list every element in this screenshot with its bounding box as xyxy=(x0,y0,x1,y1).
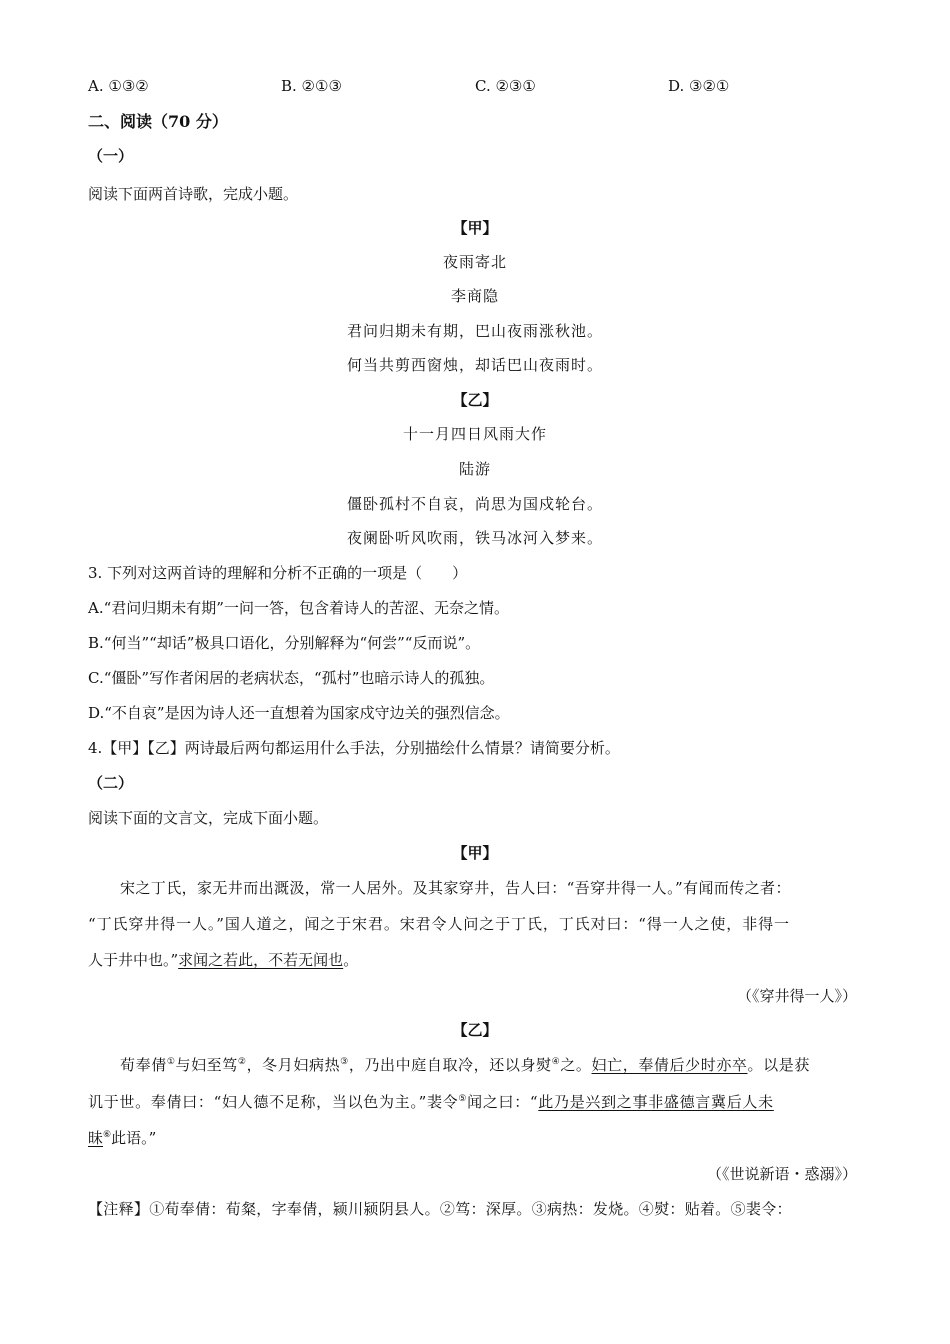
textB-mark: 【乙】 xyxy=(452,1021,498,1039)
footnotes: 【注释】①荀奉倩：荀粲，字奉倩，颍川颍阴县人。②笃：深厚。③病热：发烧。④熨：贴着。⑤裴令： xyxy=(88,1200,792,1218)
textA-line3-end: 。 xyxy=(343,951,359,969)
poem2-line1: 僵卧孤村不自哀，尚思为国戍轮台。 xyxy=(346,495,603,513)
footnote-ref-5: ⑤ xyxy=(458,1094,468,1104)
section-heading: 二、阅读（70 分） xyxy=(88,112,228,131)
textA-line3-plain: 人于井中也。” xyxy=(88,951,179,969)
poem1-author: 李商隐 xyxy=(450,287,499,305)
textB-l1-f: 。以是获 xyxy=(747,1056,810,1074)
poem2-mark: 【乙】 xyxy=(452,391,498,409)
textB-l1-e: 之。 xyxy=(560,1056,592,1074)
textB-source: （《世说新语・惑溺》） xyxy=(706,1165,857,1183)
choice-d[interactable]: D. ③②① xyxy=(668,77,730,95)
textB-l1-a: 荀奉倩 xyxy=(120,1056,167,1074)
q3-option-a[interactable]: A.“君问归期未有期”一问一答，包含着诗人的苦涩、无奈之情。 xyxy=(88,599,509,617)
part2-label: （二） xyxy=(88,774,134,792)
q3-stem: 3. 下列对这两首诗的理解和分析不正确的一项是（ ） xyxy=(88,564,468,582)
q3-option-d[interactable]: D.“不自哀”是因为诗人还一直想着为国家戍守边关的强烈信念。 xyxy=(88,704,510,722)
choice-a[interactable]: A. ①③② xyxy=(88,77,149,95)
choice-b[interactable]: B. ②①③ xyxy=(281,77,342,95)
poem1-title: 夜雨寄北 xyxy=(442,253,507,271)
textB-l1-c: ，冬月妇病热 xyxy=(246,1056,341,1074)
footnote-ref-4: ④ xyxy=(551,1057,561,1067)
textB-underlined-2: 此乃是兴到之事非盛德言冀后人未 xyxy=(538,1093,774,1111)
textB-l2-a: 讥于世。奉倩曰：“妇人德不足称，当以色为主。”裴令 xyxy=(88,1093,459,1111)
textA-underlined-sentence: 求闻之若此，不若无闻也 xyxy=(178,951,344,969)
poem2-author: 陆游 xyxy=(458,460,491,478)
textB-line1 xyxy=(120,1055,810,1075)
textB-line3 xyxy=(88,1128,156,1148)
textA-line3 xyxy=(88,950,358,970)
previous-question-choices xyxy=(0,76,950,98)
textA-line2: “丁氏穿井得一人。”国人道之，闻之于宋君。宋君令人问之于丁氏，丁氏对曰：“得一人之使，非得一 xyxy=(88,915,790,933)
poem2-line2: 夜阑卧听风吹雨，铁马冰河入梦来。 xyxy=(346,529,603,547)
poem1-line2: 何当共剪西窗烛，却话巴山夜雨时。 xyxy=(346,356,603,374)
textB-l3-b: 此语。” xyxy=(111,1129,157,1147)
textB-l2-b: 闻之曰：“ xyxy=(467,1093,539,1111)
poem2-title: 十一月四日风雨大作 xyxy=(402,425,547,443)
q3-option-c[interactable]: C.“僵卧”写作者闲居的老病状态，“孤村”也暗示诗人的孤独。 xyxy=(88,669,495,687)
choice-c[interactable]: C. ②③① xyxy=(475,77,536,95)
footnote-ref-6: ⑥ xyxy=(103,1130,112,1140)
textB-underlined-3: 昧 xyxy=(88,1129,104,1147)
textA-source: （《穿井得一人》） xyxy=(736,987,857,1005)
poem1-line1: 君问归期未有期，巴山夜雨涨秋池。 xyxy=(346,322,603,340)
part2-instruction: 阅读下面的文言文，完成下面小题。 xyxy=(88,809,329,827)
poem1-mark: 【甲】 xyxy=(452,219,498,237)
q4-stem: 4.【甲】【乙】两诗最后两句都运用什么手法，分别描绘什么情景？请简要分析。 xyxy=(88,739,620,757)
textB-line2 xyxy=(88,1092,774,1112)
q3-option-b[interactable]: B.“何当”“却话”极具口语化，分别解释为“何尝”“反而说”。 xyxy=(88,634,481,652)
footnote-ref-2: ② xyxy=(237,1057,247,1067)
textB-l1-d: ，乃出中庭自取冷，还以身熨 xyxy=(348,1056,552,1074)
footnote-ref-3: ③ xyxy=(340,1057,349,1067)
textB-l1-b: 与妇至笃 xyxy=(175,1056,238,1074)
textA-mark: 【甲】 xyxy=(452,844,498,862)
part1-label: （一） xyxy=(88,147,134,165)
textB-underlined-1: 妇亡，奉倩后少时亦卒 xyxy=(591,1056,748,1074)
textA-line1: 宋之丁氏，家无井而出溉汲，常一人居外。及其家穿井，告人曰：“吾穿井得一人。”有闻而传之者： xyxy=(120,879,791,897)
footnote-ref-1: ① xyxy=(166,1057,176,1067)
part1-instruction: 阅读下面两首诗歌，完成小题。 xyxy=(88,185,299,203)
